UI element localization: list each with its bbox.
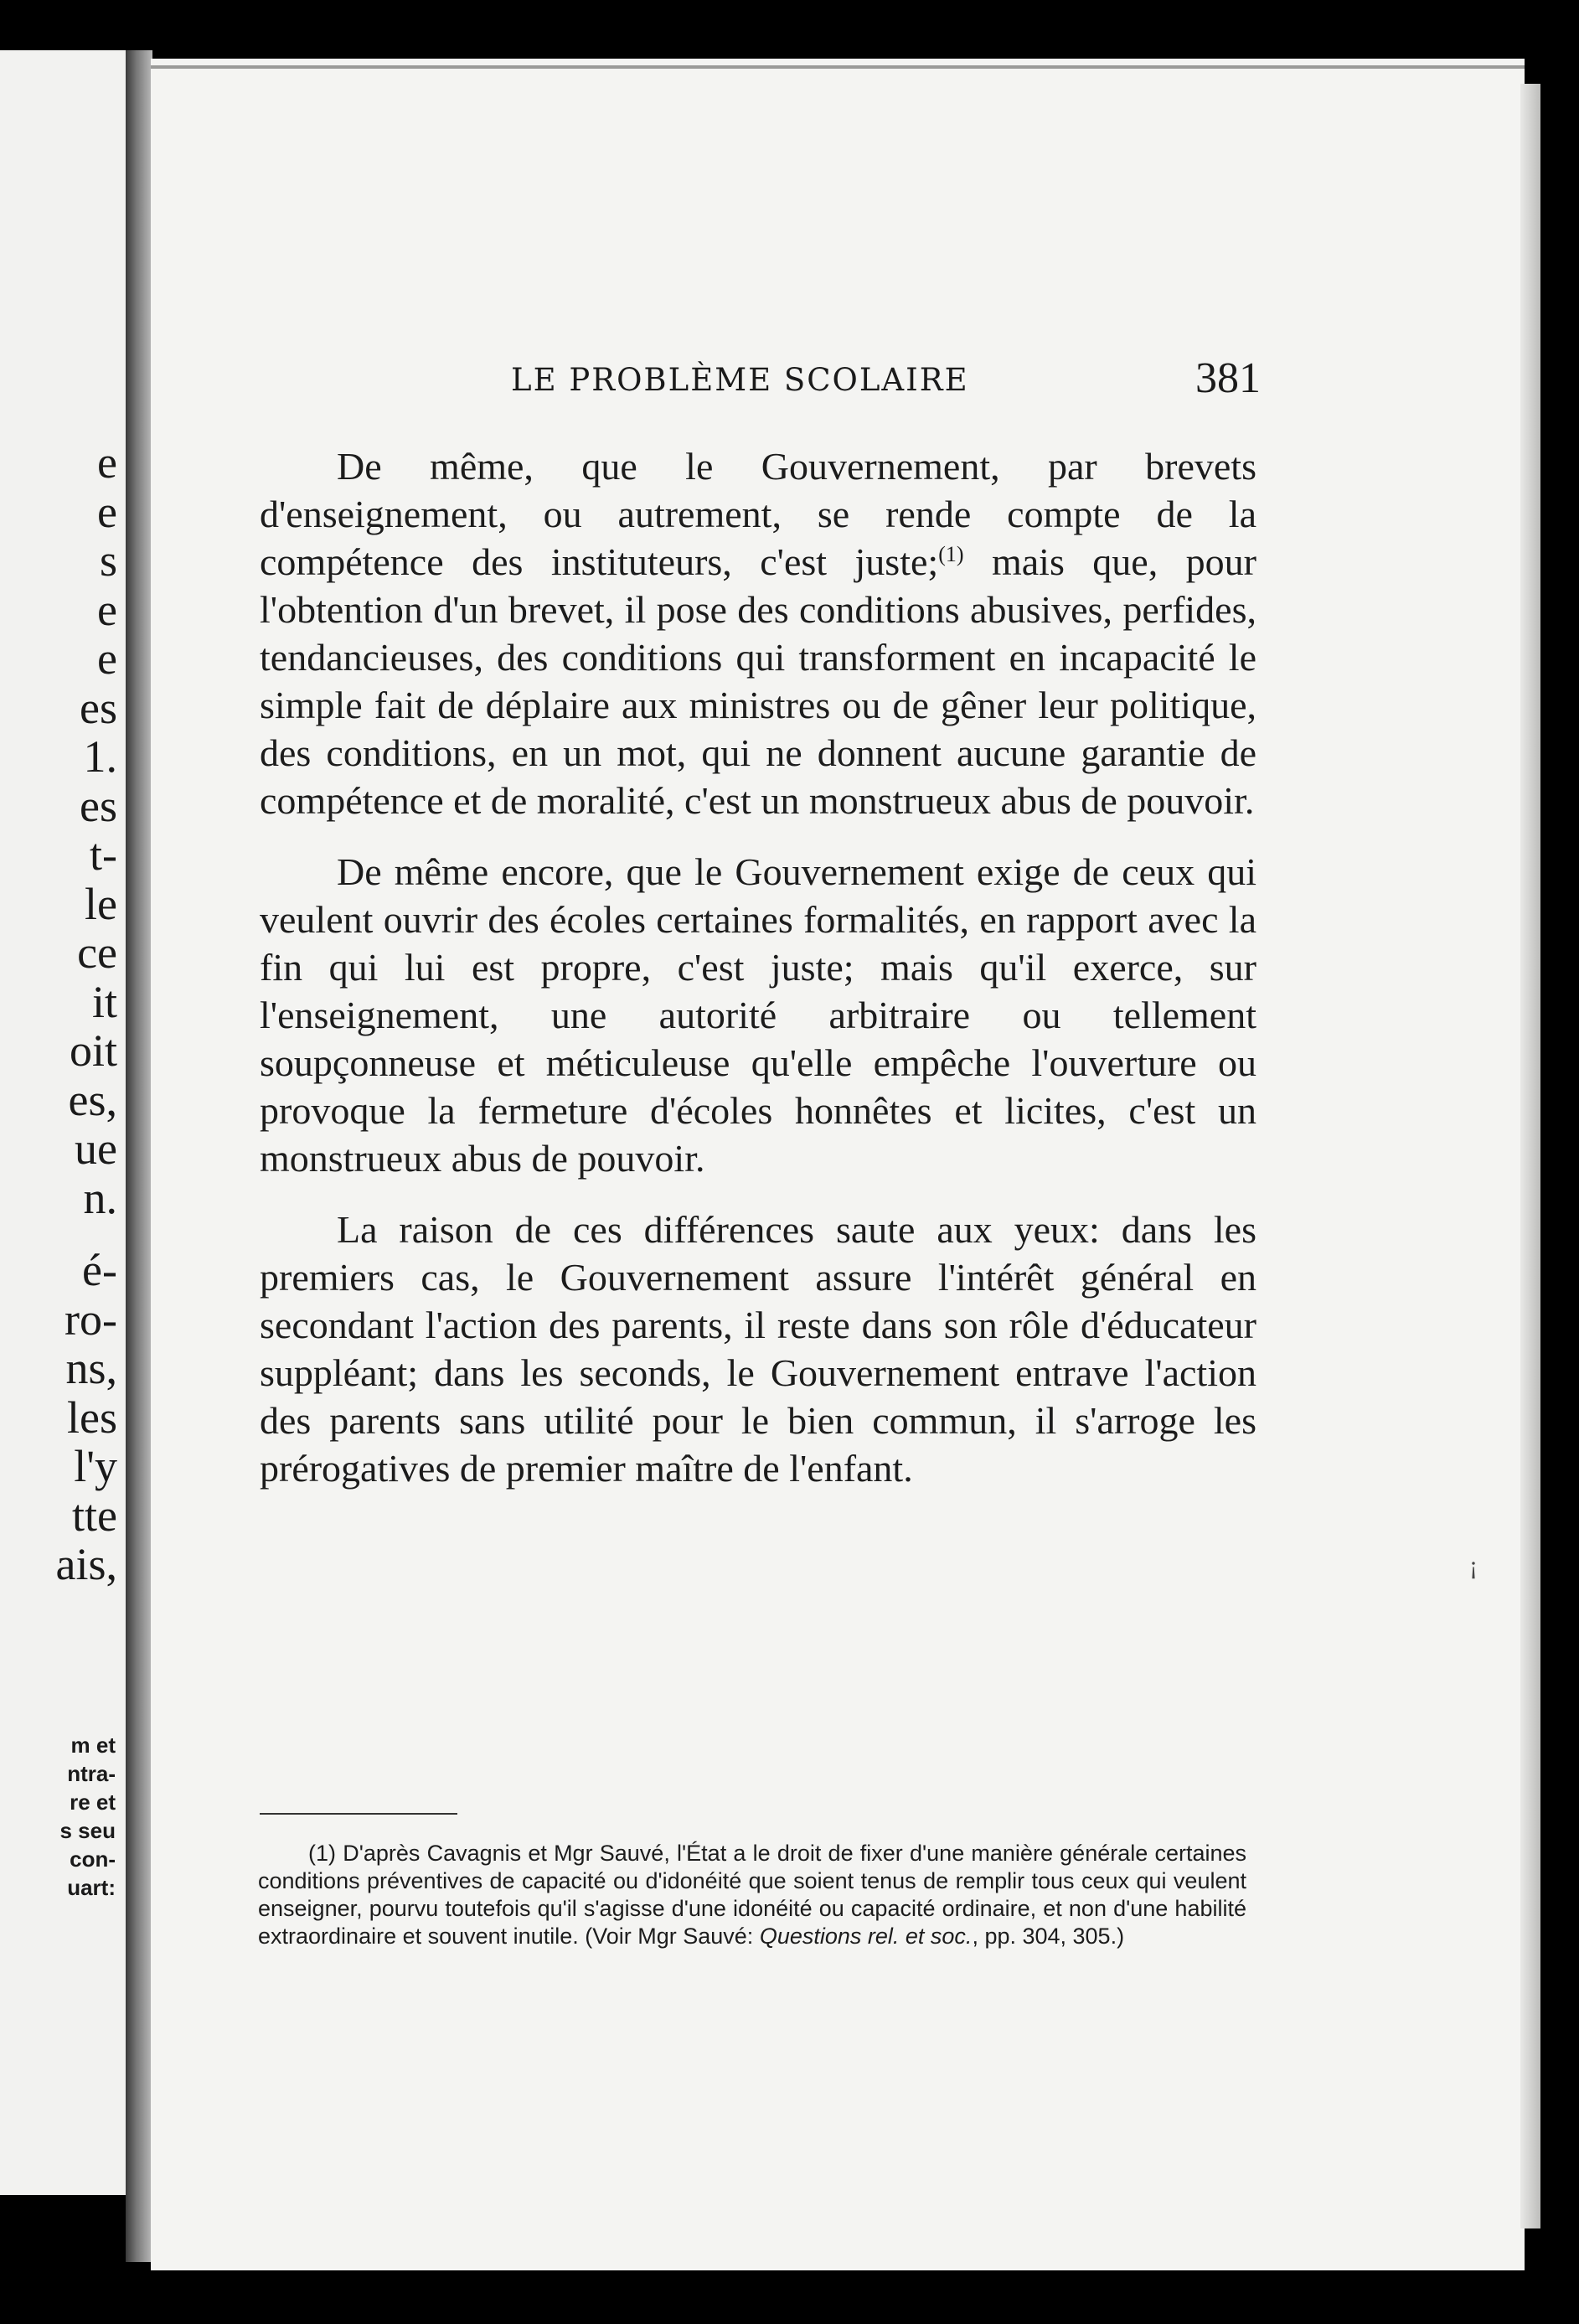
facing-page-fragment: es	[80, 682, 117, 733]
body-text	[260, 442, 1256, 1516]
paragraph-2: De même encore, que le Gouvernement exige de ceux qui veulent ouvrir des écoles certaines formalités, en rapport avec la fin qui lui est propre, c'est juste; mais qu'il exerce, sur l'enseignement, une autorité arbitraire ou tellement soupçonneuse et méticuleuse qu'elle empêche l'ouverture ou provoque la fermeture d'écoles honnêtes et licites, c'est un monstrueux abus de pouvoir.	[260, 850, 1256, 1180]
scan-background	[0, 2270, 1579, 2324]
paragraph-3: La raison de ces différences saute aux yeux: dans les premiers cas, le Gouvernement assure l'intérêt général en secondant l'action des parents, il reste dans son rôle d'éducateur suppléant; dans les seconds, le Gouvernement entrave l'action des parents sans utilité pour le bien commun, il s'arroge les prérogatives de premier maître de l'enfant.	[260, 1208, 1256, 1490]
facing-page-footnote-fragment: m et	[70, 1733, 116, 1758]
paragraph-1-text: De même, que le Gouvernement, par brevets d'enseignement, ou autrement, se rende compte de la compétence des instituteurs, c'est juste;	[260, 445, 1256, 583]
facing-page-footnote-fragment: s seu	[59, 1818, 116, 1843]
footnote-text-end: , pp. 304, 305.)	[972, 1924, 1125, 1949]
facing-page-fragment: le	[85, 878, 117, 929]
facing-page-fragment: l'y	[74, 1441, 117, 1491]
footnote-italic-ref: Questions rel. et soc.	[759, 1924, 973, 1949]
facing-page-fragment: é-	[82, 1245, 117, 1295]
footnote	[258, 1840, 1246, 1950]
paragraph-1	[260, 442, 1256, 824]
facing-page-fragment: ais,	[55, 1539, 117, 1589]
facing-page-fragment: n.	[83, 1172, 117, 1223]
facing-page-fragment: e	[97, 584, 117, 635]
facing-page-fragment: e	[97, 437, 117, 488]
paragraph-1-text-continued: mais que, pour l'obtention d'un brevet, il pose des conditions abusives, perfides, tendancieuses, des conditions qui transforment en incapacité le simple fait de déplaire aux ministres ou de gêner leur politique, des conditions, en un mot, qui ne donnent aucune garantie de compétence et de moralité, c'est un monstrueux abus de pouvoir.	[260, 540, 1256, 822]
page-top-edge	[151, 65, 1525, 69]
footnote-separator	[260, 1813, 457, 1815]
facing-page-fragment: tte	[72, 1490, 117, 1541]
facing-page-fragment: t-	[90, 829, 117, 880]
book-gutter	[126, 50, 152, 2262]
margin-mark: ¡	[1469, 1552, 1478, 1579]
facing-page-fragment: e	[97, 633, 117, 684]
facing-page-fragment: s	[99, 535, 117, 586]
facing-page-fragment: es,	[68, 1074, 117, 1125]
facing-page-fragment: e	[97, 486, 117, 537]
facing-page-fragment: ro-	[65, 1294, 117, 1345]
facing-page-edge	[0, 50, 126, 2195]
page-number: 381	[1195, 354, 1261, 402]
facing-page-fragment: ue	[75, 1123, 117, 1174]
facing-page-fragment: 1.	[83, 731, 117, 782]
facing-page-footnote-fragment: uart:	[67, 1875, 116, 1900]
facing-page-footnote-fragment: re et	[70, 1789, 116, 1815]
facing-page-fragment: it	[91, 976, 117, 1027]
facing-page-fragment: oit	[69, 1025, 117, 1076]
running-title: LE PROBLÈME SCOLAIRE	[511, 362, 969, 398]
facing-page-fragment: ce	[77, 927, 117, 978]
footnote-text: (1) D'après Cavagnis et Mgr Sauvé, l'État a le droit de fixer d'une manière générale certaines conditions préventives de capacité ou d'idonéité que soient tenus de remplir tous ceux qui veulent enseigner, pourvu toutefois qu'il s'agisse d'une idonéité ou capacité ordinaire, et non d'une habilité extraordinaire et souvent inutile. (Voir Mgr Sauvé:	[258, 1841, 1246, 1949]
facing-page-fragment: ns,	[65, 1343, 117, 1393]
running-head	[302, 354, 1261, 404]
facing-page-fragment: es	[80, 780, 117, 831]
facing-page-footnote-fragment: ntra-	[67, 1761, 116, 1786]
page-edge-shadow	[1520, 84, 1540, 2228]
footnote-ref: (1)	[938, 542, 964, 566]
facing-page-footnote-fragment: con-	[70, 1846, 116, 1872]
facing-page-fragment: les	[67, 1392, 117, 1443]
